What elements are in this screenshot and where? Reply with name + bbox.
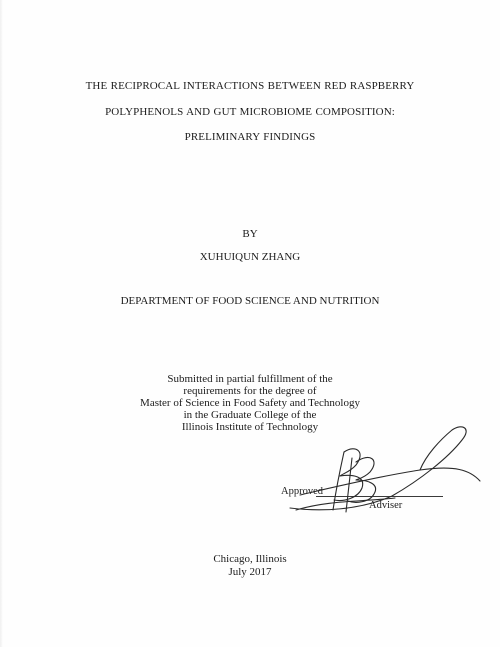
title-line-3: PRELIMINARY FINDINGS xyxy=(184,131,316,143)
date-text: July 2017 xyxy=(228,566,272,578)
approved-label: Approved xyxy=(281,486,323,497)
title-line-1: THE RECIPROCAL INTERACTIONS BETWEEN RED RASPBERRY xyxy=(85,80,415,92)
author-name: XUHUIQUN ZHANG xyxy=(199,251,301,263)
signature-line xyxy=(316,496,443,497)
title-line-2: POLYPHENOLS AND GUT MICROBIOME COMPOSITION: xyxy=(105,106,395,118)
submission-line-3: Master of Science in Food Safety and Technology xyxy=(140,397,360,409)
adviser-label: Adviser xyxy=(369,500,403,511)
department-name: DEPARTMENT OF FOOD SCIENCE AND NUTRITION xyxy=(120,295,380,307)
place-text: Chicago, Illinois xyxy=(213,553,287,565)
submission-line-2: requirements for the degree of xyxy=(183,385,317,397)
scan-edge-left xyxy=(0,0,3,647)
submission-line-4: in the Graduate College of the xyxy=(183,409,317,421)
by-label: BY xyxy=(242,228,258,240)
submission-line-1: Submitted in partial fulfillment of the xyxy=(167,373,333,385)
submission-line-5: Illinois Institute of Technology xyxy=(181,421,319,433)
